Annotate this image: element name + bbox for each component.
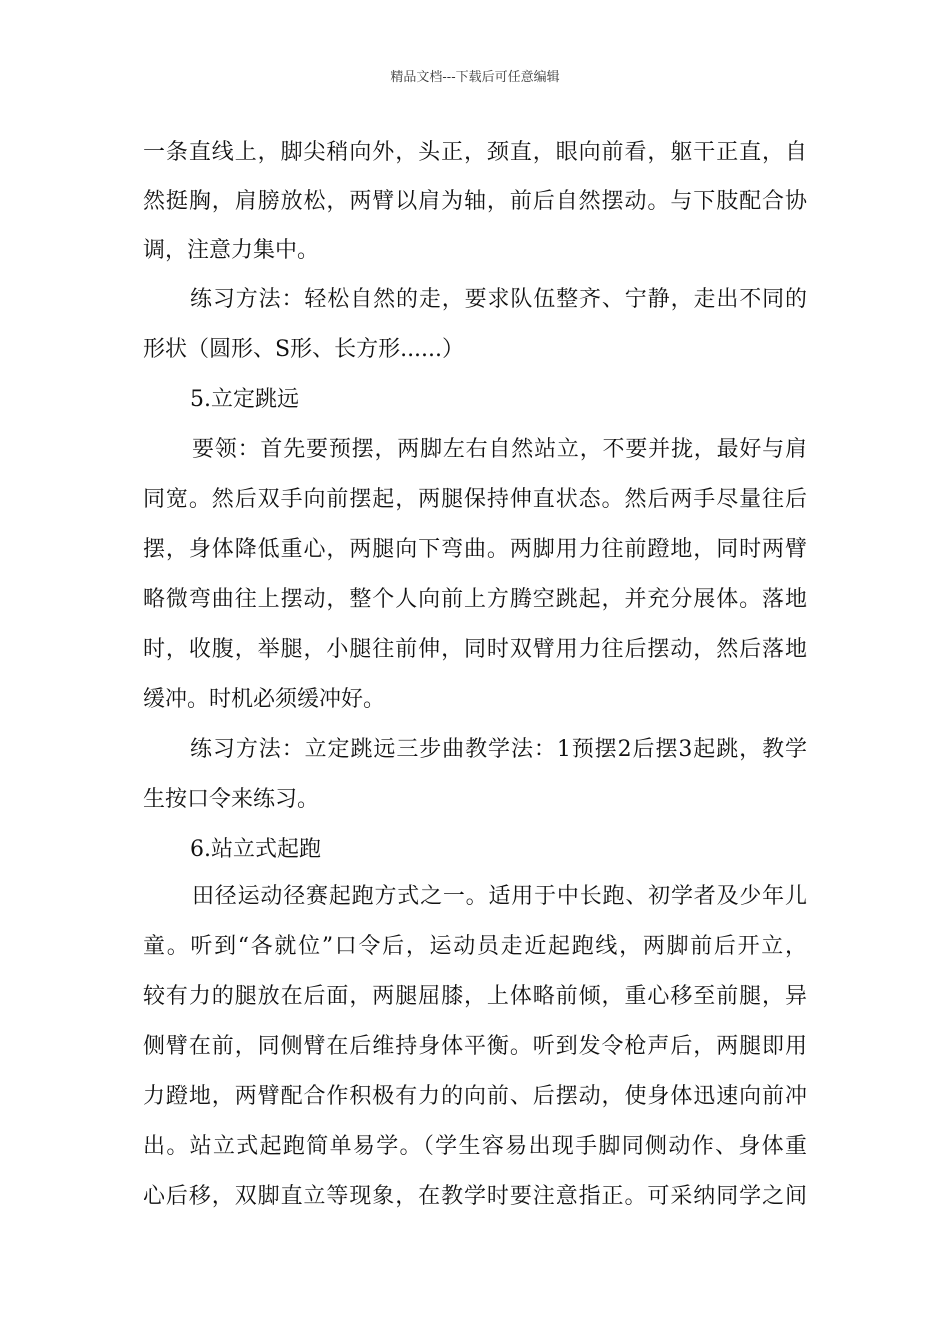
body-line: 缓冲。时机必须缓冲好。 (143, 687, 386, 712)
body-line: 侧臂在前，同侧臂在后维持身体平衡。听到发令枪声后，两腿即用 (143, 1034, 807, 1059)
body-line: 力蹬地，两臂配合作积极有力的向前、后摆动，使身体迅速向前冲 (143, 1084, 807, 1109)
body-line: 略微弯曲往上摆动，整个人向前上方腾空跳起，并充分展体。落地 (143, 587, 807, 612)
body-line: 然挺胸，肩膀放松，两臂以肩为轴，前后自然摆动。与下肢配合协 (143, 189, 807, 214)
body-line: 出。站立式起跑简单易学。（学生容易出现手脚同侧动作、身体重 (143, 1134, 807, 1159)
body-line: 一条直线上，脚尖稍向外，头正，颈直，眼向前看，躯干正直，自 (143, 140, 807, 165)
body-line: 童。听到“各就位”口令后，运动员走近起跑线，两脚前后开立， (143, 934, 807, 959)
section-heading: 6.站立式起跑 (190, 837, 321, 862)
body-line: 心后移，双脚直立等现象，在教学时要注意指正。可采纳同学之间 (143, 1184, 807, 1209)
body-line: 较有力的腿放在后面，两腿屈膝，上体略前倾，重心移至前腿，异 (143, 984, 807, 1009)
body-line: 练习方法：轻松自然的走，要求队伍整齐、宁静，走出不同的 (190, 287, 807, 312)
page-header: 精品文档---下载后可任意编辑 (390, 70, 560, 85)
body-line: 摆，身体降低重心，两腿向下弯曲。两脚用力往前蹬地，同时两臂 (143, 537, 807, 562)
body-line: 生按口令来练习。 (143, 787, 320, 812)
body-line: 田径运动径赛起跑方式之一。适用于中长跑、初学者及少年儿 (192, 884, 807, 909)
body-line: 时，收腹，举腿，小腿往前伸，同时双臂用力往后摆动，然后落地 (143, 637, 807, 662)
body-line: 形状（圆形、S形、长方形......） (143, 337, 465, 362)
section-heading: 5.立定跳远 (190, 387, 299, 412)
body-line: 要领：首先要预摆，两脚左右自然站立，不要并拢，最好与肩 (192, 437, 807, 462)
body-line: 同宽。然后双手向前摆起，两腿保持伸直状态。然后两手尽量往后 (143, 487, 807, 512)
body-line: 调，注意力集中。 (143, 238, 320, 263)
body-line: 练习方法：立定跳远三步曲教学法：1预摆2后摆3起跳，教学 (190, 737, 807, 762)
